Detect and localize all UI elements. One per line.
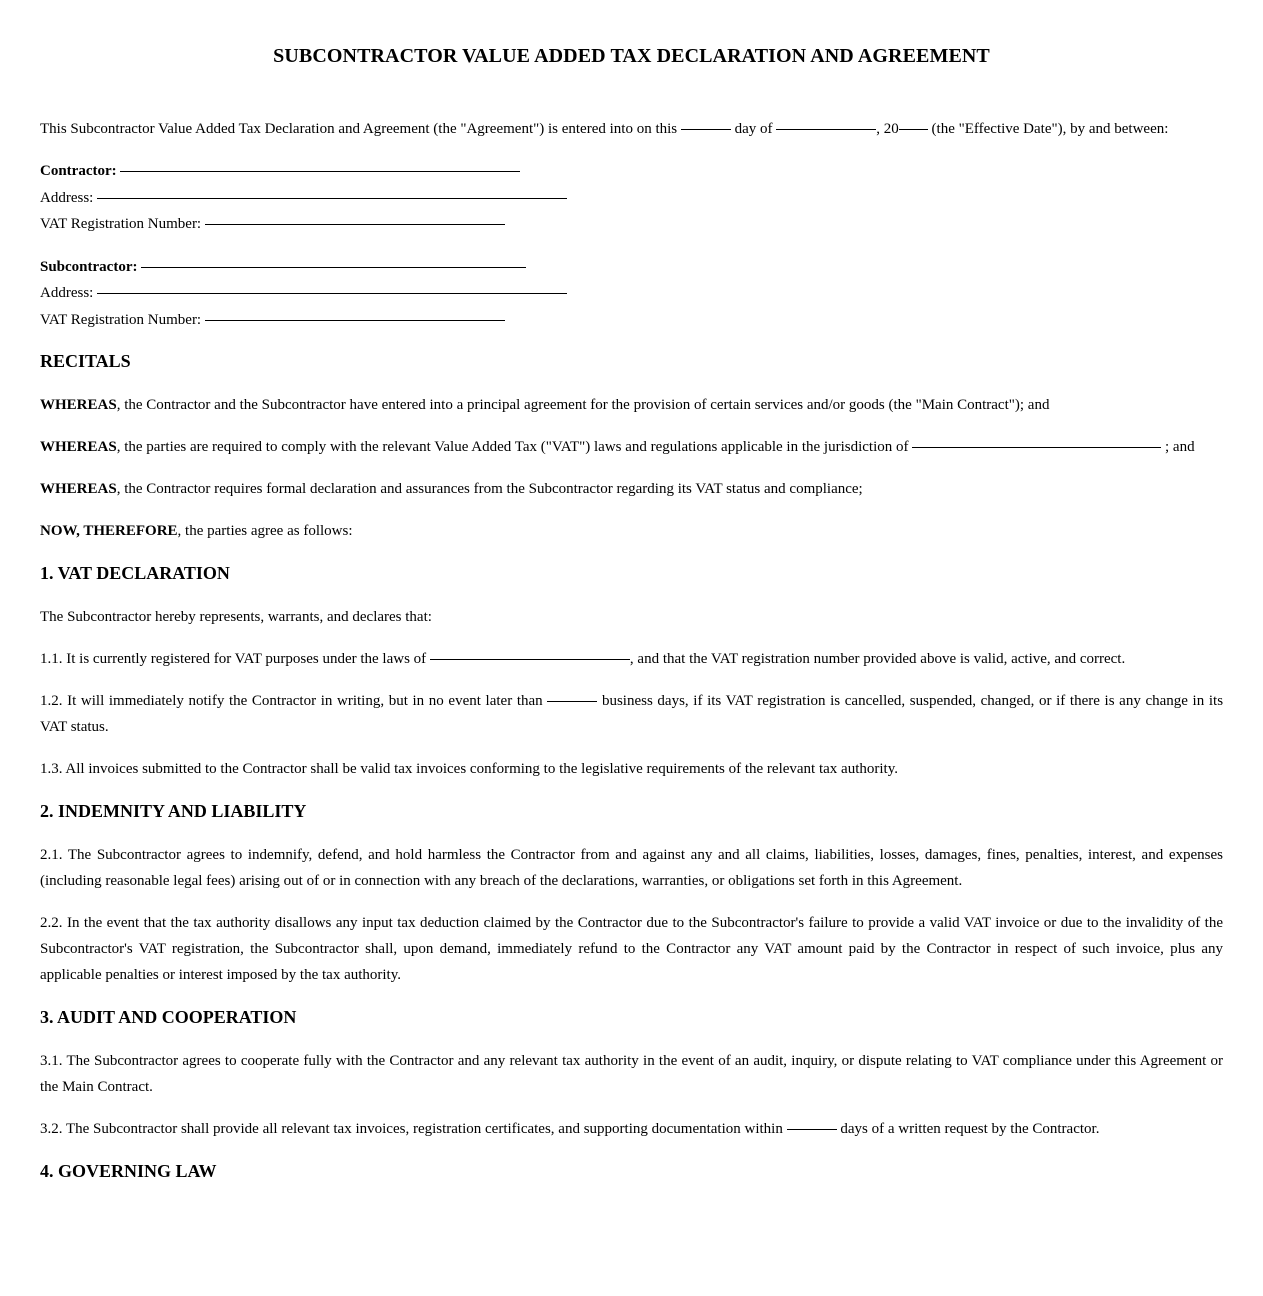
recital-2 (40, 434, 1223, 460)
document-body (40, 116, 1223, 1202)
recital-3-text: , the Contractor requires formal declaration and assurances from the Subcontractor regarding its VAT status and compliance; (116, 481, 863, 497)
contractor-address-line (40, 185, 1223, 212)
clause-3-1: 3.1. The Subcontractor agrees to cooperate fully with the Contractor and any relevant tax authority in the event of an audit, inquiry, or dispute relating to VAT compliance under this Agreement or the Main Contract. (40, 1053, 1223, 1095)
intro-text-4: (the "Effective Date"), by and between: (931, 121, 1169, 137)
subcontractor-name-blank[interactable] (141, 266, 526, 268)
laws-of-blank[interactable] (430, 658, 630, 660)
month-blank[interactable] (776, 128, 876, 130)
recital-3 (40, 476, 1223, 502)
contractor-vat-blank[interactable] (205, 223, 505, 225)
intro-text-3: , 20 (876, 121, 899, 137)
clause-3-2 (40, 1116, 1223, 1142)
recital-1 (40, 392, 1223, 418)
contractor-name-blank[interactable] (120, 170, 520, 172)
clause-2-1: 2.1. The Subcontractor agrees to indemnify, defend, and hold harmless the Contractor from and against any and all claims, liabilities, losses, damages, fines, penalties, interest, and expenses (including reasonable legal fees) arising out of or in connection with any breach of the declarations, warranties, or obligations set forth in this Agreement. (40, 847, 1223, 889)
clause-1-2-text-a: 1.2. It will immediately notify the Contractor in writing, but in no event later than (40, 693, 543, 709)
year-blank[interactable] (899, 128, 928, 130)
documentation-days-blank[interactable] (787, 1128, 837, 1130)
contractor-block (40, 158, 1223, 238)
day-blank[interactable] (681, 128, 731, 130)
recital-2-tail: ; and (1165, 439, 1195, 455)
section-3-heading: 3. AUDIT AND COOPERATION (40, 1007, 297, 1027)
contractor-name-line (40, 158, 1223, 185)
jurisdiction-blank[interactable] (912, 446, 1161, 448)
intro-text-1: This Subcontractor Value Added Tax Declaration and Agreement (the "Agreement") is entered into on this (40, 121, 678, 137)
clause-1-3: 1.3. All invoices submitted to the Contractor shall be valid tax invoices conforming to the legislative requirements of the relevant tax authority. (40, 761, 898, 777)
recital-2-lead: WHEREAS (40, 439, 117, 455)
subcontractor-address-blank[interactable] (97, 292, 567, 294)
clause-3-2-text-a: 3.2. The Subcontractor shall provide all relevant tax invoices, registration certificates, and supporting documentation within (40, 1121, 783, 1137)
recital-3-lead: WHEREAS (40, 481, 117, 497)
clause-1-1-text-a: 1.1. It is currently registered for VAT purposes under the laws of (40, 651, 427, 667)
clause-1-2 (40, 688, 1223, 740)
contractor-address-blank[interactable] (97, 197, 567, 199)
clause-1-2-text-b: business days, if its VAT registration is cancelled, suspended, changed, or if there is any change in its VAT status. (40, 693, 1224, 735)
subcontractor-name-line (40, 254, 1223, 281)
section-1-intro: The Subcontractor hereby represents, warrants, and declares that: (40, 609, 432, 625)
now-therefore-lead: NOW, THEREFORE (40, 523, 178, 539)
contractor-vat-line (40, 211, 1223, 238)
notice-days-blank[interactable] (547, 700, 597, 702)
clause-1-1 (40, 646, 1223, 672)
recital-now-therefore (40, 518, 1223, 544)
contractor-address-label: Address: (40, 189, 94, 206)
clause-1-1-text-b: , and that the VAT registration number provided above is valid, active, and correct. (629, 651, 1126, 667)
subcontractor-vat-blank[interactable] (205, 319, 505, 321)
intro-paragraph (40, 116, 1223, 142)
section-2-heading: 2. INDEMNITY AND LIABILITY (40, 801, 307, 821)
recital-1-lead: WHEREAS (40, 397, 117, 413)
recitals-heading: RECITALS (40, 351, 131, 371)
recital-2-text: , the parties are required to comply with the relevant Value Added Tax ("VAT") laws and regulations applicable in the jurisdiction of (116, 439, 909, 455)
subcontractor-vat-line (40, 307, 1223, 334)
intro-text-2: day of (734, 121, 773, 137)
clause-3-2-text-b: days of a written request by the Contractor. (840, 1121, 1100, 1137)
subcontractor-address-label: Address: (40, 285, 94, 301)
subcontractor-address-line (40, 280, 1223, 307)
recital-1-text: , the Contractor and the Subcontractor have entered into a principal agreement for the provision of certain services and/or goods (the "Main Contract"); and (116, 397, 1050, 413)
document-title: SUBCONTRACTOR VALUE ADDED TAX DECLARATION AND AGREEMENT (273, 45, 990, 67)
contractor-label: Contractor: (40, 163, 117, 179)
section-4-heading: 4. GOVERNING LAW (40, 1161, 217, 1181)
clause-2-2: 2.2. In the event that the tax authority disallows any input tax deduction claimed by the Contractor due to the Subcontractor's failure to provide a valid VAT invoice or due to the invalidity of the Subcontractor's VAT registration, the Subcontractor shall, upon demand, immediately refund to the Contractor any VAT amount paid by the Contractor in respect of such invoice, plus any applicable penalties or interest imposed by the tax authority. (40, 915, 1223, 983)
subcontractor-block (40, 254, 1223, 334)
subcontractor-label: Subcontractor: (40, 258, 138, 275)
now-therefore-text: , the parties agree as follows: (177, 523, 353, 539)
section-1-heading: 1. VAT DECLARATION (40, 563, 230, 583)
contractor-vat-label: VAT Registration Number: (40, 216, 202, 232)
subcontractor-vat-label: VAT Registration Number: (40, 311, 202, 328)
